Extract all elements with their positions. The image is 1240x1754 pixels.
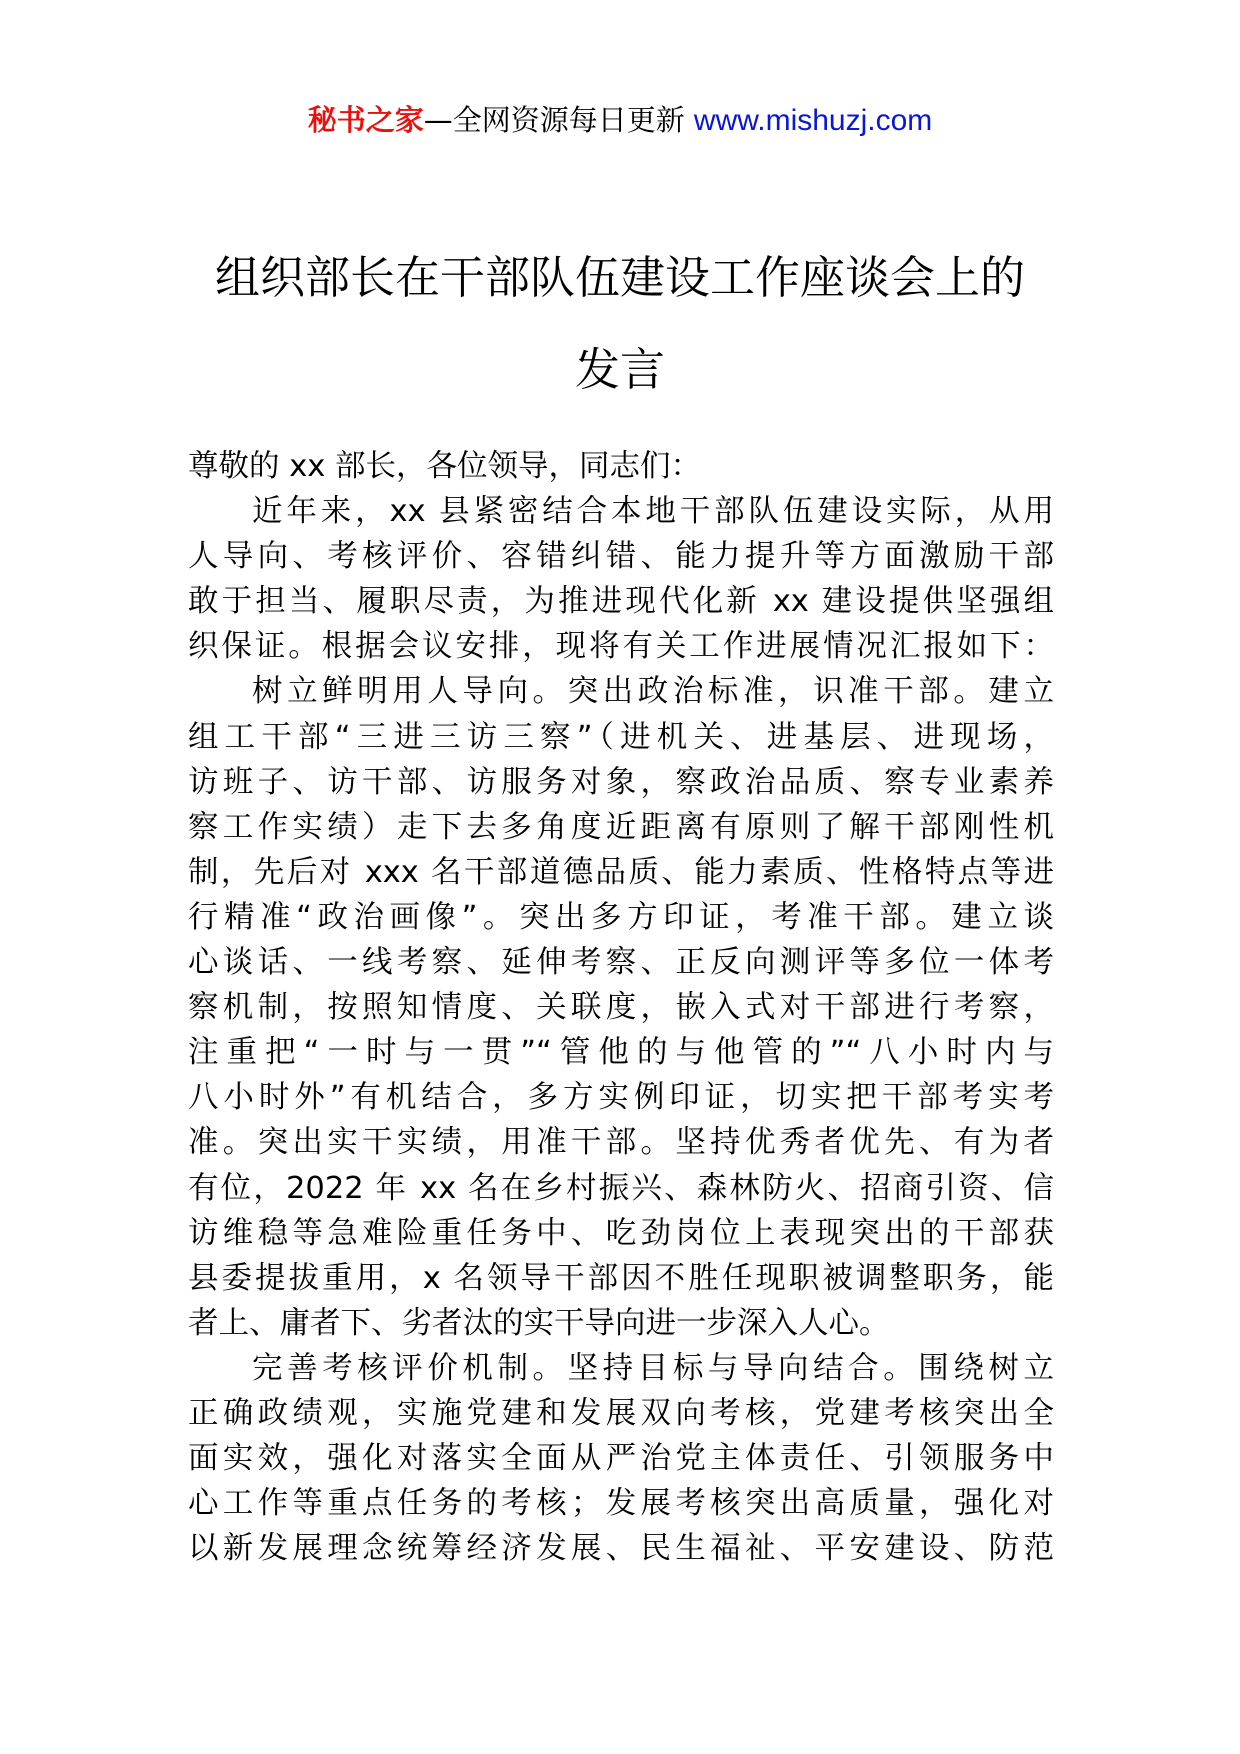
title-line-2: 发言 (574, 343, 665, 396)
text-line: 准。突出实干实绩，用准干部。坚持优秀者优先、有为者 (188, 1125, 1054, 1161)
paragraph-evaluation (188, 1346, 1054, 1571)
text-line: 访维稳等急难险重任务中、吃劲岗位上表现突出的干部获 (188, 1215, 1054, 1251)
text-line: 人导向、考核评价、容错纠错、能力提升等方面激励干部 (188, 539, 1054, 575)
text-line: 敢于担当、履职尽责，为推进现代化新 xx 建设提供坚强组 (188, 584, 1054, 620)
text-line: 八小时外”有机结合，多方实例印证，切实把干部考实考 (188, 1080, 1054, 1116)
text-line: 访班子、访干部、访服务对象，察政治品质、察专业素养 (188, 764, 1054, 800)
text-line: 近年来，xx 县紧密结合本地干部队伍建设实际，从用 (252, 494, 1054, 530)
text-line: 注重把“一时与一贯”“管他的与他管的”“八小时内与 (188, 1035, 1054, 1071)
text-line: 正确政绩观，实施党建和发展双向考核，党建考核突出全 (188, 1395, 1054, 1431)
title-line-1: 组织部长在干部队伍建设工作座谈会上的 (214, 251, 1025, 304)
text-line: 组工干部“三进三访三察”（进机关、进基层、进现场， (188, 719, 1054, 755)
text-line: 织保证。根据会议安排，现将有关工作进展情况汇报如下： (188, 629, 1054, 665)
site-brand: 秘书之家 (307, 103, 424, 137)
text-line: 心谈话、一线考察、延伸考察、正反向测评等多位一体考 (188, 945, 1054, 981)
text-line: 行精准“政治画像”。突出多方印证，考准干部。建立谈 (188, 899, 1054, 935)
document-title (150, 232, 1090, 416)
salutation (188, 444, 1054, 489)
text-line: 县委提拔重用，x 名领导干部因不胜任现职被调整职务，能 (188, 1260, 1054, 1296)
document-body (188, 444, 1054, 1571)
text-line: 察机制，按照知情度、关联度，嵌入式对干部进行考察， (188, 990, 1054, 1026)
paragraph-orientation (188, 669, 1054, 1345)
text-line: 察工作实绩）走下去多角度近距离有原则了解干部刚性机 (188, 809, 1054, 845)
text-line: 树立鲜明用人导向。突出政治标准，识准干部。建立 (252, 674, 1054, 710)
text-line: 面实效，强化对落实全面从严治党主体责任、引领服务中 (188, 1441, 1054, 1477)
site-tagline: —全网资源每日更新 (423, 103, 694, 137)
text-line: 有位，2022 年 xx 名在乡村振兴、森林防火、招商引资、信 (188, 1170, 1054, 1206)
text-line: 完善考核评价机制。坚持目标与导向结合。围绕树立 (252, 1350, 1054, 1386)
salutation-line: 尊敬的 xx 部长，各位领导，同志们： (188, 449, 701, 484)
site-url-link[interactable]: www.mishuzj.com (693, 104, 933, 137)
text-line: 心工作等重点任务的考核；发展考核突出高质量，强化对 (188, 1486, 1054, 1522)
text-line: 制，先后对 xxx 名干部道德品质、能力素质、性格特点等进 (188, 854, 1054, 890)
paragraph-intro (188, 489, 1054, 669)
text-line: 者上、庸者下、劣者汰的实干导向进一步深入人心。 (188, 1305, 890, 1341)
site-header (0, 100, 1240, 141)
text-line: 以新发展理念统筹经济发展、民生福祉、平安建设、防范 (188, 1531, 1054, 1567)
